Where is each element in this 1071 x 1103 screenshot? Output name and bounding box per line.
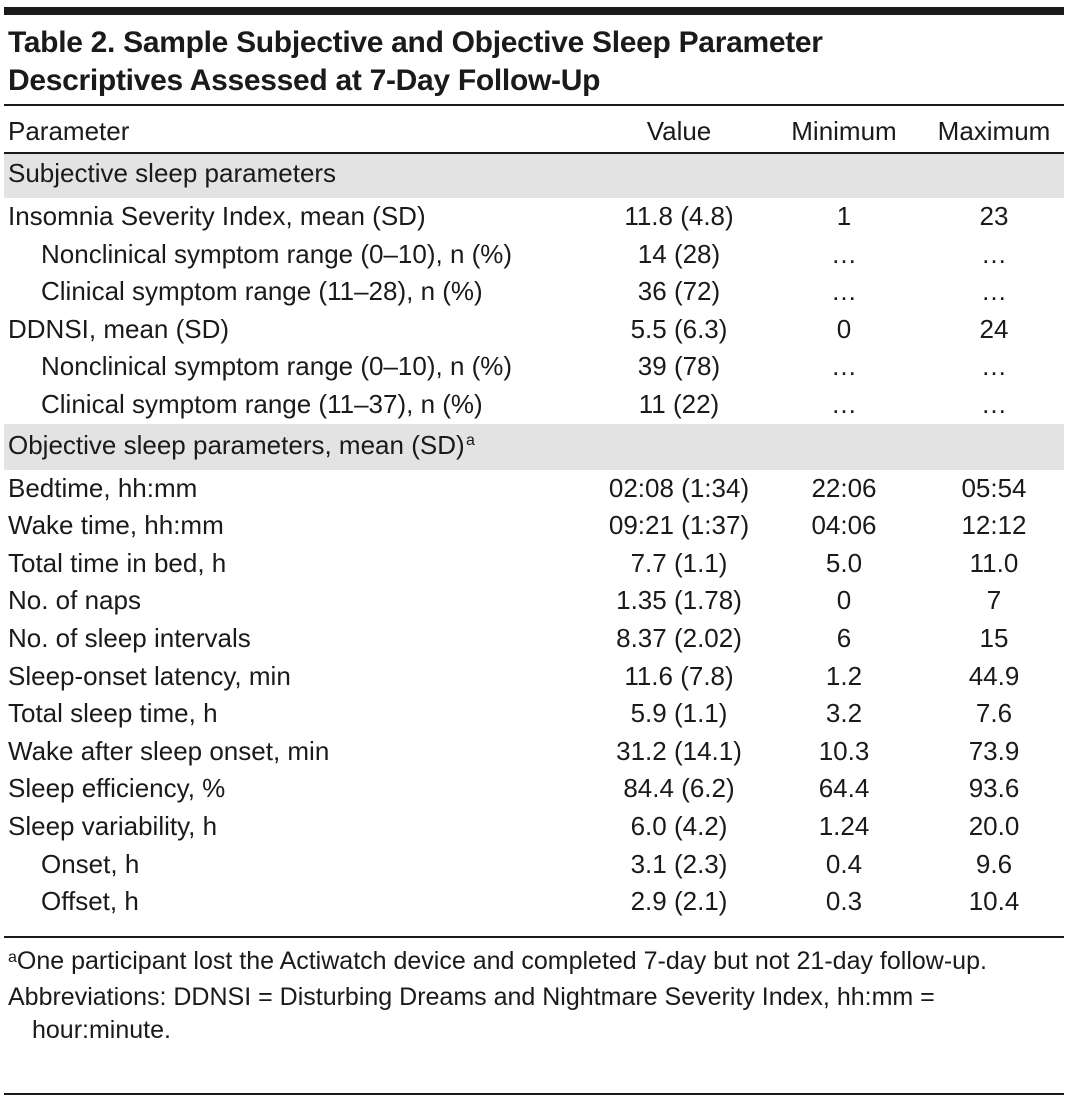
table-row	[4, 695, 1064, 733]
table-row	[4, 770, 1064, 808]
section-label: Objective sleep parameters, mean (SD)	[8, 429, 465, 460]
value-cell: 2.9 (2.1)	[630, 886, 728, 917]
maximum-cell: 12:12	[961, 510, 1027, 541]
parameter-cell: Clinical symptom range (11–28), n (%)	[41, 276, 483, 307]
section-footnote-mark: a	[466, 431, 475, 449]
parameter-cell: Total time in bed, h	[8, 547, 227, 578]
minimum-cell: 6	[836, 622, 852, 653]
bottom-rule	[4, 1093, 1064, 1095]
value-cell: 39 (78)	[637, 351, 721, 382]
value-cell: 5.9 (1.1)	[630, 698, 728, 729]
maximum-cell: 7	[986, 585, 1002, 616]
table-bottom-rule	[4, 936, 1064, 938]
maximum-cell: 23	[979, 201, 1009, 231]
minimum-cell: 0	[836, 313, 852, 344]
table-row	[4, 273, 1064, 311]
parameter-cell: No. of naps	[8, 585, 141, 616]
title-line-2: Descriptives Assessed at 7-Day Follow-Up	[8, 64, 601, 97]
parameter-cell: Wake time, hh:mm	[8, 510, 224, 541]
value-cell: 1.35 (1.78)	[616, 585, 742, 616]
section-label: Subjective sleep parameters	[8, 158, 337, 188]
maximum-cell: …	[981, 238, 1007, 269]
maximum-cell: 11.0	[969, 547, 1019, 578]
header-maximum: Maximum	[937, 116, 1051, 146]
maximum-cell: 73.9	[968, 735, 1020, 766]
table-body	[4, 152, 1064, 921]
table-row	[4, 348, 1064, 386]
value-cell: 14 (28)	[637, 238, 721, 269]
minimum-cell: …	[831, 238, 857, 269]
parameter-cell: DDNSI, mean (SD)	[8, 313, 230, 344]
parameter-cell: No. of sleep intervals	[8, 622, 251, 653]
table-row	[4, 507, 1064, 545]
footnote-a-mark: a	[8, 949, 17, 966]
table-row	[4, 545, 1064, 583]
footnote-a	[8, 945, 1058, 978]
maximum-cell: 15	[979, 622, 1009, 653]
title-line-1: Table 2. Sample Subjective and Objective Sleep Parameter	[8, 26, 823, 59]
value-cell: 31.2 (14.1)	[616, 735, 742, 766]
minimum-cell: 04:06	[811, 510, 877, 541]
footnote-a-text: One participant lost the Actiwatch device and completed 7-day but not 21-day follow-up.	[16, 947, 987, 975]
header-rule	[4, 152, 1064, 154]
parameter-cell: Onset, h	[41, 848, 140, 879]
minimum-cell: 10.3	[818, 735, 870, 766]
parameter-cell: Sleep variability, h	[8, 810, 218, 841]
title-rule	[4, 104, 1064, 106]
minimum-cell: 5.0	[825, 547, 863, 578]
parameter-cell: Clinical symptom range (11–37), n (%)	[41, 388, 483, 419]
header-value: Value	[646, 116, 712, 146]
value-cell: 5.5 (6.3)	[630, 313, 728, 344]
parameter-cell: Offset, h	[41, 886, 139, 917]
value-cell: 02:08 (1:34)	[608, 472, 750, 503]
value-cell: 11.8 (4.8)	[624, 201, 734, 231]
maximum-cell: …	[981, 388, 1007, 419]
header-row	[4, 110, 1064, 152]
header-parameter: Parameter	[8, 116, 130, 146]
parameter-cell: Nonclinical symptom range (0–10), n (%)	[41, 351, 513, 382]
value-cell: 36 (72)	[637, 276, 721, 307]
minimum-cell: 22:06	[811, 472, 877, 503]
abbreviations-note: Abbreviations: DDNSI = Disturbing Dreams and Nightmare Severity Index, hh:mm = hour:minute.	[8, 983, 935, 1044]
maximum-cell: 10.4	[968, 886, 1020, 917]
minimum-cell: 1	[836, 201, 852, 231]
table-row	[4, 808, 1064, 846]
value-cell: 6.0 (4.2)	[630, 810, 728, 841]
minimum-cell: …	[831, 388, 857, 419]
section-header-row	[4, 424, 1064, 470]
minimum-cell: 0.3	[825, 886, 863, 917]
minimum-cell: 3.2	[825, 698, 863, 729]
value-cell: 84.4 (6.2)	[623, 773, 735, 804]
table-row	[4, 620, 1064, 658]
minimum-cell: …	[831, 351, 857, 382]
table-row	[4, 733, 1064, 771]
parameter-cell: Nonclinical symptom range (0–10), n (%)	[41, 238, 513, 269]
minimum-cell: 0	[836, 585, 852, 616]
table-notes	[8, 945, 1058, 1050]
parameter-cell: Total sleep time, h	[8, 698, 218, 729]
parameter-cell: Sleep-onset latency, min	[8, 660, 291, 691]
parameter-cell: Wake after sleep onset, min	[8, 735, 330, 766]
maximum-cell: 7.6	[975, 698, 1013, 729]
table-row	[4, 311, 1064, 349]
table-row	[4, 883, 1064, 921]
minimum-cell: …	[831, 276, 857, 307]
maximum-cell: …	[981, 276, 1007, 307]
value-cell: 3.1 (2.3)	[630, 848, 728, 879]
table-row	[4, 582, 1064, 620]
data-table	[4, 110, 1064, 921]
table-row	[4, 198, 1064, 236]
header-minimum: Minimum	[791, 116, 897, 146]
parameter-cell: Bedtime, hh:mm	[8, 472, 198, 503]
value-cell: 11.6 (7.8)	[624, 660, 734, 691]
minimum-cell: 0.4	[825, 848, 863, 879]
table-row	[4, 470, 1064, 508]
top-rule	[4, 7, 1064, 15]
table-row	[4, 658, 1064, 696]
table-row	[4, 846, 1064, 884]
section-header-row	[4, 152, 1064, 198]
value-cell: 8.37 (2.02)	[616, 622, 742, 653]
value-cell: 11 (22)	[638, 388, 720, 419]
maximum-cell: …	[981, 351, 1007, 382]
maximum-cell: 24	[979, 313, 1009, 344]
maximum-cell: 05:54	[961, 472, 1027, 503]
table-row	[4, 386, 1064, 424]
parameter-cell: Insomnia Severity Index, mean (SD)	[8, 201, 426, 231]
maximum-cell: 93.6	[968, 773, 1020, 804]
minimum-cell: 64.4	[818, 773, 870, 804]
maximum-cell: 20.0	[968, 810, 1020, 841]
parameter-cell: Sleep efficiency, %	[8, 773, 226, 804]
minimum-cell: 1.2	[825, 660, 863, 691]
maximum-cell: 9.6	[975, 848, 1013, 879]
table-row	[4, 236, 1064, 274]
minimum-cell: 1.24	[818, 810, 870, 841]
value-cell: 09:21 (1:37)	[608, 510, 750, 541]
value-cell: 7.7 (1.1)	[630, 547, 728, 578]
maximum-cell: 44.9	[968, 660, 1020, 691]
table-title	[8, 24, 1058, 100]
